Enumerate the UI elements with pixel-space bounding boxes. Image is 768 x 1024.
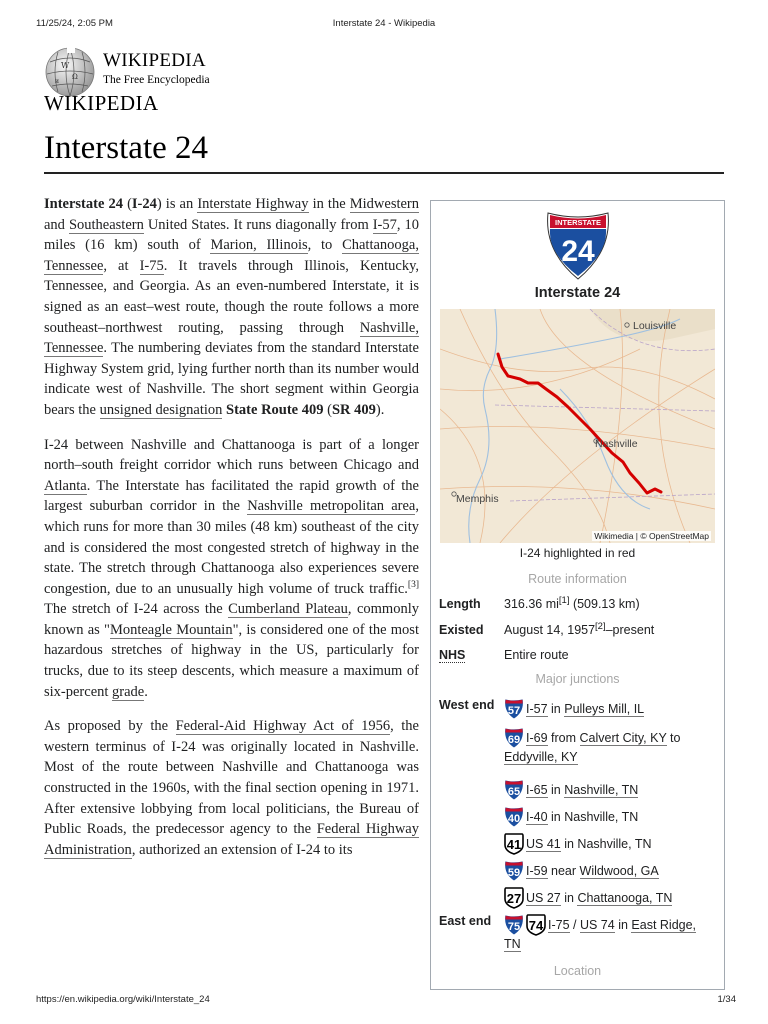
place-link[interactable]: Calvert City, KY (579, 730, 667, 745)
nhs-value: Entire route (504, 648, 569, 662)
wiki-link[interactable]: Cumberland Plateau (228, 601, 348, 618)
existed-reference[interactable]: [2] (595, 620, 606, 632)
wikipedia-wordmark[interactable]: WIKIPEDIA (103, 50, 206, 71)
route-link[interactable]: I-57 (526, 701, 548, 716)
junction-item (504, 887, 672, 909)
route-link[interactable]: US 27 (526, 890, 561, 905)
print-url: https://en.wikipedia.org/wiki/Interstate_24 (36, 994, 210, 1005)
junction-text: I-69 from Calvert City, KY to (526, 730, 681, 745)
wiki-link[interactable]: Southeastern (68, 216, 144, 233)
route-link[interactable]: I-59 (526, 863, 548, 878)
route-link[interactable]: I-65 (526, 782, 548, 797)
existed-suffix: –present (605, 623, 655, 637)
place-link[interactable]: Nashville, TN (564, 782, 639, 797)
junction-text: I-75 / US 74 in East Ridge, (548, 917, 697, 932)
wiki-link[interactable]: Marion, Illinois (210, 237, 308, 254)
junction-item (504, 806, 638, 828)
junction-text-line2 (504, 936, 696, 953)
wiki-link[interactable]: Nashville metropolitan area (247, 498, 416, 515)
wiki-link[interactable]: Federal Highway Administration (44, 821, 419, 858)
svg-text:40: 40 (507, 813, 521, 825)
page-title: Interstate 24 (44, 130, 209, 166)
location-header: Location (553, 964, 602, 978)
interstate-65-shield-icon (504, 779, 524, 801)
existed-value: August 14, 1957 (504, 623, 596, 637)
interstate-57-shield-icon (504, 698, 524, 720)
wiki-link[interactable]: grade (112, 683, 145, 700)
wiki-link[interactable]: I-57 (372, 216, 397, 233)
junction-item (504, 860, 659, 882)
infobox (430, 200, 725, 990)
svg-text:Ω: Ω (72, 73, 78, 81)
print-page-number: 1/34 (717, 994, 736, 1005)
major-junctions-header: Major junctions (535, 672, 620, 686)
junction-item (504, 779, 638, 801)
junction-text-line2 (504, 749, 680, 766)
bold-term: Interstate 24 (44, 196, 123, 212)
route-information-header: Route information (528, 572, 627, 586)
bold-term: I-24 (131, 196, 157, 212)
print-page-title: Interstate 24 - Wikipedia (332, 18, 436, 29)
wiki-link[interactable]: Nashville, Tennessee (44, 319, 419, 357)
svg-text:65: 65 (507, 786, 521, 798)
junction-text: I-40 in Nashville, TN (526, 809, 639, 824)
map-label-memphis: Memphis (456, 493, 499, 505)
svg-text:75: 75 (507, 921, 521, 933)
paragraph-1: Interstate 24 (I-24) is an Interstate Highway in the Midwestern and Southeastern United States. It runs diagonally from I-57, 10 miles (16 km) south of Marion, Illinois, to Chattanooga, Tennessee, at I-75. It travels through Illinois, Kentucky, Tennessee, and Georgia. As an even-numbered Interstate, it is signed as an east–west route, though the route follows a more southeast–northwest routing, passing through Nashville, Tennessee. The numbering deviates from the standard Interstate Highway System grid, lying further north than its number would indicate west of Nashville. The short segment within Georgia bears the unsigned designation State Route 409 (SR 409). (44, 196, 420, 418)
svg-text:74: 74 (528, 918, 544, 933)
place-link[interactable]: Pulleys Mill, IL (564, 701, 645, 716)
route-link[interactable]: US 41 (526, 836, 561, 851)
svg-text:69: 69 (507, 734, 521, 746)
shield-banner: INTERSTATE (555, 218, 601, 227)
paragraph-2: I-24 between Nashville and Chattanooga is part of a longer north–south freight corridor which runs between Chicago and Atlanta. The Interstate has facilitated the rapid growth of the largest suburban corridor in the Nashville metropolitan area, which runs for more than 30 miles (48 km) southeast of the city and is considered the most congested stretch of highway in the state. The stretch through Chattanooga also experiences severe congestion, due to an unusually high volume of truck traffic.[3] The stretch of I-24 across the Cumberland Plateau, commonly known as "Monteagle Mountain", is considered one of the most hazardous stretches of highway in the US, particularly for trucks, due to its steep descents, which measure a maximum of six-percent grade. (44, 436, 419, 700)
svg-text:41: 41 (506, 837, 522, 852)
reference-link[interactable]: [3] (407, 579, 419, 590)
svg-text:57: 57 (507, 705, 521, 717)
interstate-59-shield-icon (504, 860, 524, 882)
east-end-label: East end (439, 914, 492, 928)
wikipedia-wordmark-secondary: WIKIPEDIA (44, 91, 159, 115)
route-link[interactable]: I-75 (548, 917, 570, 932)
junction-item (504, 698, 644, 720)
place-link[interactable]: East Ridge, (631, 917, 697, 932)
us-route-74-shield-icon (526, 914, 546, 936)
junction-text: I-65 in Nashville, TN (526, 782, 639, 797)
junction-text: US 41 in Nashville, TN (526, 836, 652, 851)
place-link[interactable]: TN (504, 937, 521, 951)
us-route-41-shield-icon (504, 833, 524, 855)
wiki-link[interactable]: Federal-Aid Highway Act of 1956 (175, 718, 391, 735)
wiki-link[interactable]: I-75 (139, 257, 164, 274)
place-link[interactable]: Wildwood, GA (579, 863, 659, 878)
place-link[interactable]: Chattanooga, TN (577, 890, 673, 905)
junction-text: US 27 in Chattanooga, TN (526, 890, 673, 905)
interstate-69-shield-icon (504, 727, 524, 749)
route-map-image (440, 309, 715, 543)
us-route-27-shield-icon (504, 887, 524, 909)
west-end-label: West end (439, 698, 495, 712)
junction-item (504, 727, 680, 766)
title-divider (44, 172, 724, 174)
svg-text:27: 27 (506, 891, 522, 906)
existed-label: Existed (439, 623, 484, 637)
svg-text:W: W (61, 61, 70, 70)
length-label: Length (439, 597, 481, 611)
junction-item (504, 833, 652, 855)
length-metric: (509.13 km) (569, 597, 640, 611)
interstate-24-shield-icon (544, 211, 612, 281)
wiki-link[interactable]: Interstate Highway (197, 196, 309, 212)
paragraph-3: As proposed by the Federal-Aid Highway Act of 1956, the western terminus of I-24 was originally located in Nashville. Most of the route between Nashville and Chattanooga was constructed in the 1960s, with the final section opening in 1971. After extensive lobbying from local politicians, the Bureau of Public Roads, the predecessor agency to the Federal Highway Administration, authorized an extension of I-24 to its (44, 718, 419, 858)
map-caption: I-24 highlighted in red (519, 546, 636, 560)
junction-text: I-59 near Wildwood, GA (526, 863, 659, 878)
svg-text:и: и (55, 78, 59, 85)
map-attribution[interactable]: Wikimedia | © OpenStreetMap (594, 531, 709, 541)
route-link[interactable]: I-69 (526, 730, 548, 745)
length-reference[interactable]: [1] (558, 594, 570, 606)
junction-item (504, 914, 696, 953)
map-label-louisville: Louisville (633, 320, 677, 332)
wiki-link[interactable]: Monteagle Mountain (109, 621, 233, 638)
length-value-group (504, 594, 640, 611)
infobox-title: Interstate 24 (534, 285, 621, 301)
existed-value-group (504, 620, 655, 637)
svg-text:59: 59 (507, 867, 521, 879)
article-body (44, 194, 419, 874)
wiki-link[interactable]: Atlanta (44, 477, 87, 494)
interstate-40-shield-icon (504, 806, 524, 828)
junction-text: I-57 in Pulleys Mill, IL (526, 701, 645, 716)
length-value: 316.36 mi (504, 597, 559, 611)
bold-term: SR 409 (331, 401, 376, 418)
route-map[interactable] (440, 309, 715, 543)
shield-number: 24 (561, 235, 595, 268)
map-label-nashville: Nashville (595, 438, 638, 450)
route-link[interactable]: I-40 (526, 809, 548, 824)
wiki-link[interactable]: Midwestern (349, 196, 419, 212)
wikipedia-tagline: The Free Encyclopedia (103, 74, 210, 86)
bold-term: State Route 409 (226, 401, 324, 418)
nhs-label[interactable]: NHS (439, 648, 466, 662)
wiki-link[interactable]: unsigned designation (99, 401, 223, 418)
route-link[interactable]: US 74 (579, 917, 615, 932)
print-datetime: 11/25/24, 2:05 PM (36, 18, 113, 29)
place-link[interactable]: Eddyville, KY (504, 750, 578, 764)
interstate-75-shield-icon (504, 914, 524, 936)
wiki-link[interactable]: Chattanooga, Tennessee (44, 237, 419, 274)
